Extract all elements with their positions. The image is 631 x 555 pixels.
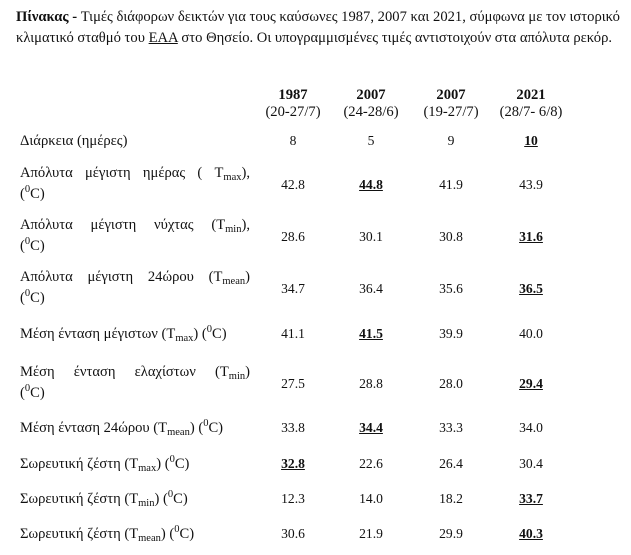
row-label-paren: ( — [20, 290, 25, 306]
table-cell-value: 26.4 — [439, 456, 463, 471]
row-label-suffix: ), — [241, 165, 250, 181]
row-label — [20, 455, 280, 473]
row-label-subscript: min — [225, 224, 242, 235]
table-cell-value: 27.5 — [281, 376, 305, 391]
row-label-text: Διάρκεια (ημέρες) — [20, 133, 128, 149]
degree-mark: 0 — [24, 288, 31, 299]
table-cell-value: 14.0 — [359, 491, 383, 506]
row-label-unit: C) — [208, 420, 224, 436]
table-cell-record-value: 31.6 — [519, 229, 543, 244]
row-label-subscript: max — [138, 463, 157, 474]
row-label-suffix: ) — [245, 269, 250, 285]
table-cell-value: 43.9 — [519, 177, 543, 192]
row-label-unit: C) — [174, 456, 190, 472]
table-cell-value: 35.6 — [439, 281, 463, 296]
caption-text-before: Τιμές διάφορων δεικτών για τους καύσωνες 1987, 2007 και 2021, σύμφωνα με τον ιστορικό κλιματικό σταθμό του — [16, 9, 620, 46]
row-label-line — [20, 216, 250, 234]
table-cell-value: 28.6 — [281, 229, 305, 244]
row-label-unit: C) — [30, 290, 45, 306]
table-cell-value: 34.0 — [519, 420, 543, 435]
row-label-suffix: ) ( — [160, 526, 175, 542]
row-label-unit: C) — [30, 238, 45, 254]
column-year: 2007 — [356, 87, 386, 103]
row-label-subscript: mean — [222, 276, 246, 287]
table-cell-value: 29.9 — [439, 526, 463, 541]
row-label — [20, 363, 250, 402]
degree-mark: 0 — [206, 324, 213, 335]
table-cell-value: 21.9 — [359, 526, 383, 541]
table-cell-record-value: 40.3 — [519, 526, 543, 541]
table-cell-value: 28.8 — [359, 376, 383, 391]
row-label-suffix: ) ( — [189, 420, 204, 436]
degree-mark: 0 — [24, 236, 31, 247]
table-cell-value: 39.9 — [439, 326, 463, 341]
row-label-text: Απόλυτα μέγιστη νύχτας (T — [20, 217, 226, 233]
column-year: 1987 — [278, 87, 308, 103]
table-cell-value: 33.3 — [439, 420, 463, 435]
table-cell-record-value: 29.4 — [519, 376, 543, 391]
table-cell-value: 30.4 — [519, 456, 543, 471]
degree-mark: 0 — [174, 524, 180, 535]
column-period: (19-27/7) — [423, 104, 479, 120]
table-cell-record-value: 41.5 — [359, 326, 383, 341]
table-cell-value: 28.0 — [439, 376, 463, 391]
table-cell-value: 42.8 — [281, 177, 305, 192]
table-cell-record-value: 36.5 — [519, 281, 543, 296]
degree-mark: 0 — [24, 383, 31, 394]
row-label-line — [20, 237, 250, 255]
row-label-paren: ( — [20, 238, 25, 254]
row-label-subscript: min — [228, 371, 246, 382]
row-label-suffix: ) — [245, 364, 250, 380]
row-label-paren: ( — [20, 186, 25, 202]
row-label-suffix: ), — [241, 217, 250, 233]
row-label — [20, 490, 280, 508]
row-label-suffix: ) ( — [193, 326, 207, 342]
table-cell-value: 18.2 — [439, 491, 463, 506]
row-label-unit: C) — [179, 526, 195, 542]
column-year: 2021 — [516, 87, 546, 103]
table-cell-value: 30.6 — [281, 526, 305, 541]
column-year: 2007 — [436, 87, 466, 103]
table-cell-value: 30.8 — [439, 229, 463, 244]
column-header-1987 — [248, 87, 338, 121]
row-label-text: Σωρευτική ζέστη (T — [20, 456, 139, 472]
degree-mark: 0 — [169, 454, 175, 465]
row-label-suffix: ) ( — [156, 456, 170, 472]
table-cell-value: 34.7 — [281, 281, 305, 296]
row-label — [20, 419, 280, 437]
degree-mark: 0 — [167, 489, 174, 500]
table-cell-record-value: 44.8 — [359, 177, 383, 192]
row-label-line — [20, 289, 250, 307]
row-label — [20, 164, 250, 203]
degree-mark: 0 — [203, 418, 209, 429]
table-cell-value: 40.0 — [519, 326, 543, 341]
column-header-2021 — [486, 87, 576, 121]
row-label-subscript: mean — [138, 533, 161, 544]
table-cell-value: 5 — [367, 133, 375, 148]
row-label-line — [20, 185, 250, 203]
row-label — [20, 132, 250, 150]
row-label-unit: C) — [30, 186, 45, 202]
caption-title: Πίνακας - — [16, 9, 81, 25]
row-label — [20, 525, 280, 543]
row-label — [20, 216, 250, 255]
row-label-text: Απόλυτα μέγιστη 24ώρου (T — [20, 269, 223, 285]
row-label-line — [20, 363, 250, 381]
degree-mark: 0 — [24, 184, 31, 195]
column-period: (24-28/6) — [343, 104, 399, 120]
row-label-unit: C) — [212, 326, 227, 342]
table-cell-value: 41.1 — [281, 326, 305, 341]
column-header-2007-june — [326, 87, 416, 121]
table-cell-value: 30.1 — [359, 229, 383, 244]
table-cell-record-value: 10 — [524, 133, 538, 148]
table-cell-value: 12.3 — [281, 491, 305, 506]
caption-eaa: ΕΑΑ — [148, 29, 178, 46]
row-label-subscript: min — [138, 498, 155, 509]
row-label-text: Σωρευτική ζέστη (T — [20, 526, 139, 542]
table-caption — [16, 7, 620, 48]
table-cell-value: 36.4 — [359, 281, 383, 296]
row-label-text: Σωρευτική ζέστη (T — [20, 491, 139, 507]
row-label-subscript: max — [175, 333, 194, 344]
column-header-2007-july — [406, 87, 496, 121]
table-cell-value: 22.6 — [359, 456, 383, 471]
caption-text-after: στο Θησείο. Οι υπογραμμισμένες τιμές αντιστοιχούν στα απόλυτα ρεκόρ. — [177, 29, 613, 46]
row-label-text: Μέση ένταση μέγιστων (T — [20, 326, 176, 342]
row-label-subscript: max — [223, 172, 242, 183]
table-cell-record-value: 32.8 — [281, 456, 305, 471]
column-period: (28/7- 6/8) — [499, 104, 563, 120]
row-label-line — [20, 164, 250, 182]
table-cell-value: 41.9 — [439, 177, 463, 192]
row-label-subscript: mean — [167, 427, 190, 438]
row-label-text: Μέση ένταση ελαχίστων (T — [20, 364, 229, 380]
table-cell-record-value: 33.7 — [519, 491, 543, 506]
row-label-text: Απόλυτα μέγιστη ημέρας ( T — [20, 165, 224, 181]
table-cell-value: 33.8 — [281, 420, 305, 435]
row-label-line — [20, 384, 250, 402]
table-cell-value: 9 — [447, 133, 455, 148]
row-label — [20, 325, 280, 343]
row-label-line — [20, 268, 250, 286]
row-label-text: Μέση ένταση 24ώρου (T — [20, 420, 168, 436]
table-cell-record-value: 34.4 — [359, 420, 383, 435]
row-label-paren: ( — [20, 385, 25, 401]
row-label-unit: C) — [30, 385, 45, 401]
table-cell-value: 8 — [289, 133, 297, 148]
column-period: (20-27/7) — [265, 104, 321, 120]
row-label-suffix: ) ( — [154, 491, 168, 507]
row-label — [20, 268, 250, 307]
row-label-unit: C) — [173, 491, 188, 507]
